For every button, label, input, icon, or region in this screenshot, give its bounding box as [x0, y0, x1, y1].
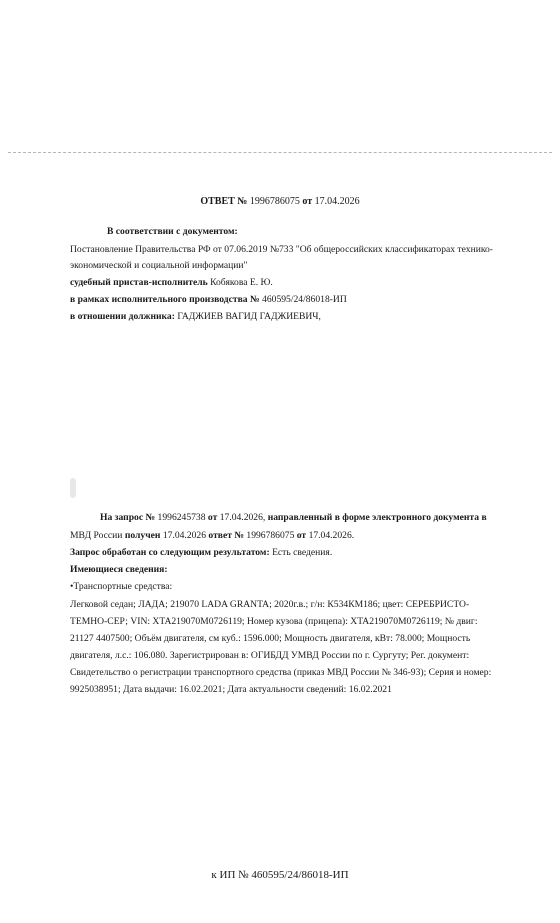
basis-document-line-2: экономической и социальной информации"	[70, 260, 248, 271]
proceeding-label: в рамках исполнительного производства №	[70, 294, 260, 305]
answer-label: ответ №	[208, 530, 244, 541]
answer-date: 17.04.2026.	[308, 530, 355, 541]
title-date: 17.04.2026	[314, 196, 360, 207]
vehicle-detail-line: Свидетельство о регистрации транспортного средства (приказ МВД России № 346-93); Серия и номер:	[70, 667, 492, 678]
scan-artifact-line	[8, 152, 552, 153]
vehicle-detail-line: ТЕМНО-СЕР; VIN: XTA219070M0726119; Номер кузова (прицепа): XTA219070M0726119; № двиг:	[70, 616, 478, 627]
request-label: На запрос №	[100, 512, 156, 523]
basis-heading: В соответствии с документом:	[107, 226, 238, 237]
vehicle-detail-line: 21127 4407500; Объём двигателя, см куб.: 1596.000; Мощность двигателя, кВт: 78.000; Мощность	[70, 633, 471, 644]
received-date: 17.04.2026	[162, 530, 206, 541]
proceeding-value: 460595/24/86018-ИП	[262, 294, 347, 305]
info-heading: Имеющиеся сведения:	[70, 564, 168, 575]
result-value: Есть сведения.	[272, 547, 333, 558]
debtor-value: ГАДЖИЕВ ВАГИД ГАДЖИЕВИЧ,	[177, 311, 321, 322]
answer-number: 1996786075	[246, 530, 295, 541]
vehicle-detail-line: двигателя, л.с.: 106.080. Зарегистрирован в: ОГИБДД УМВД России по г. Сургуту; Рег. документ:	[70, 650, 470, 661]
request-sent-label: направленный в форме электронного документа в	[267, 512, 487, 523]
debtor-line	[70, 310, 321, 323]
bailiff-label: судебный пристав-исполнитель	[70, 277, 208, 288]
bailiff-line	[70, 276, 273, 289]
vehicles-bullet: •Транспортные средства:	[70, 581, 173, 592]
request-from: от	[207, 512, 218, 523]
received-label: получен	[124, 530, 161, 541]
request-line-1	[100, 511, 487, 524]
title-label: ОТВЕТ №	[200, 196, 248, 207]
title-from: от	[302, 196, 313, 207]
vehicle-detail-line: 9925038951; Дата выдачи: 16.02.2021; Дата актуальности сведений: 16.02.2021	[70, 684, 392, 695]
answer-from: от	[296, 530, 307, 541]
proceeding-line	[70, 293, 347, 306]
debtor-label: в отношении должника:	[70, 311, 175, 322]
bailiff-value: Кобякова Е. Ю.	[210, 277, 273, 288]
document-title	[0, 195, 560, 208]
request-number: 1996245738	[157, 512, 206, 523]
scan-artifact-speck	[70, 478, 76, 498]
title-number: 1996786075	[249, 196, 300, 207]
request-line-2	[70, 529, 354, 542]
basis-document-line-1: Постановление Правительства РФ от 07.06.2019 №733 "Об общероссийских классификаторах технико-	[70, 244, 494, 255]
result-line	[70, 546, 332, 559]
vehicle-detail-line: Легковой седан; ЛАДА; 219070 LADA GRANTA; 2020г.в.; г/н: К534КМ186; цвет: СЕРЕБРИСТО-	[70, 599, 470, 610]
request-date: 17.04.2026,	[219, 512, 266, 523]
result-label: Запрос обработан со следующим результатом:	[70, 547, 270, 558]
footer-reference: к ИП № 460595/24/86018-ИП	[211, 869, 349, 881]
request-agency: МВД России	[70, 530, 123, 541]
